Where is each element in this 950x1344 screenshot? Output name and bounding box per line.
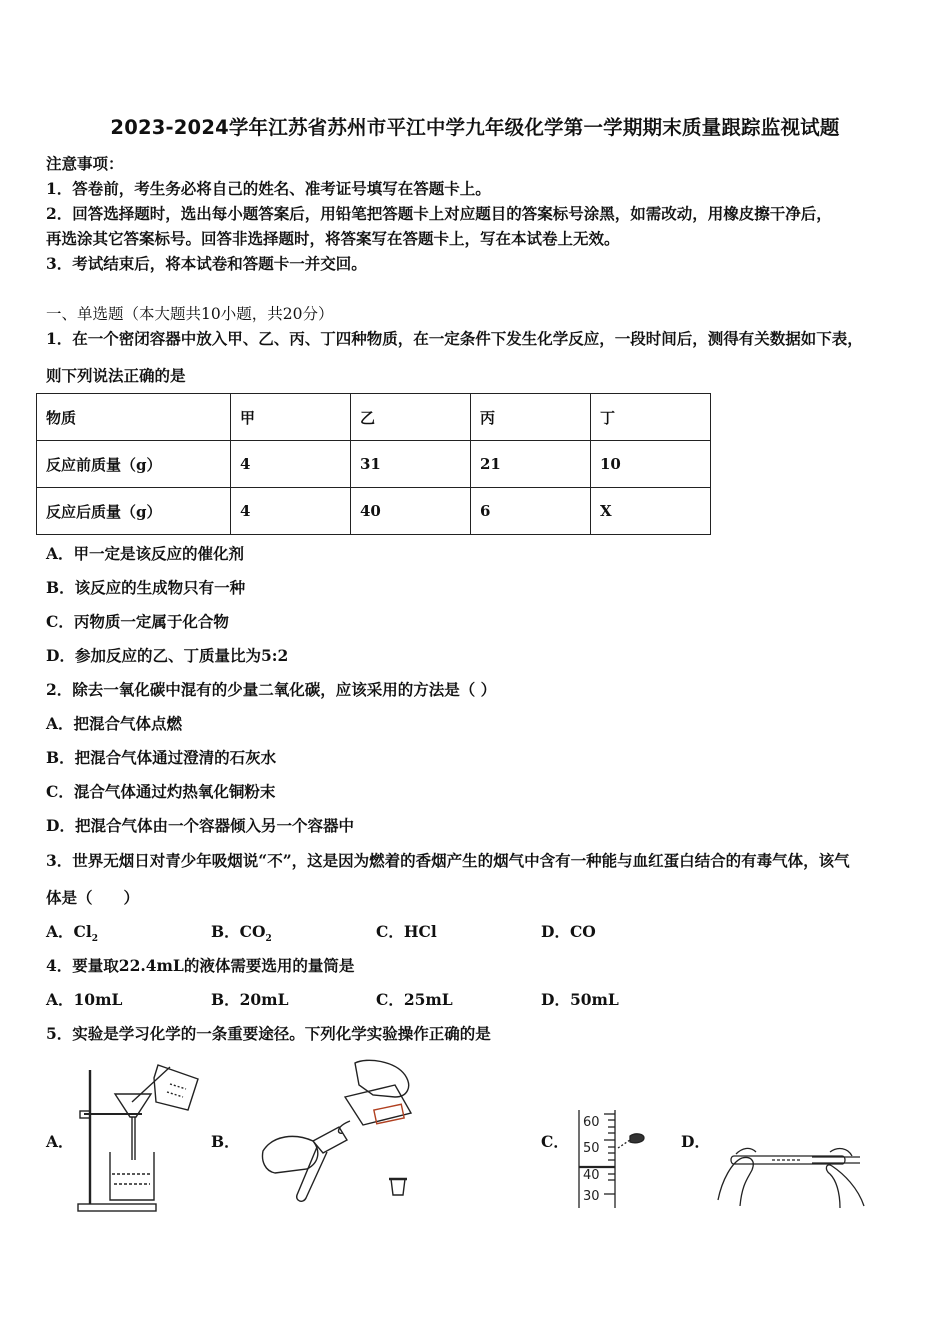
q3-stem-line2: 体是（ ）: [46, 888, 140, 907]
table-cell: 4: [231, 488, 351, 535]
table-cell: 6: [471, 488, 591, 535]
section-heading: 一、单选题（本大题共10小题，共20分）: [46, 305, 334, 323]
q2-option-c: C．混合气体通过灼热氧化铜粉末: [46, 782, 276, 801]
pouring-liquid-icon: [255, 1055, 435, 1205]
q4-option-b: B．20mL: [211, 990, 289, 1009]
cylinder-tick-label: 40: [583, 1168, 600, 1183]
q1-option-b: B．该反应的生成物只有一种: [46, 578, 246, 597]
q4-option-d: D．50mL: [541, 990, 619, 1009]
q3-option-c: C．HCl: [376, 922, 437, 941]
page-title: 2023-2024学年江苏省苏州市平江中学九年级化学第一学期期末质量跟踪监视试题: [110, 116, 840, 139]
filtration-apparatus-icon: [70, 1062, 210, 1214]
table-cell: 10: [591, 441, 711, 488]
q5-stem: 5．实验是学习化学的一条重要途径。下列化学实验操作正确的是: [46, 1024, 491, 1043]
table-cell: 40: [351, 488, 471, 535]
q5-label-a: A．: [46, 1132, 74, 1151]
dropper-tube-icon: [712, 1136, 872, 1212]
table-cell: 丙: [471, 394, 591, 441]
q1-stem-line2: 则下列说法正确的是: [46, 366, 186, 385]
q1-stem-line1: 1．在一个密闭容器中放入甲、乙、丙、丁四种物质，在一定条件下发生化学反应，一段时间后，测得有关数据如下表，: [46, 329, 863, 348]
table-cell: 甲: [231, 394, 351, 441]
table-cell: 物质: [37, 394, 231, 441]
q1-option-d: D．参加反应的乙、丁质量比为5:2: [46, 646, 289, 665]
q4-option-a: A．10mL: [46, 990, 123, 1009]
q1-data-table: [36, 393, 711, 535]
q3-option-b: B．$CO_2$: [211, 922, 272, 945]
q5-label-b: B．: [211, 1132, 240, 1151]
table-cell: 丁: [591, 394, 711, 441]
table-row: [37, 441, 711, 488]
q4-option-c: C．25mL: [376, 990, 453, 1009]
table-cell: 21: [471, 441, 591, 488]
q2-stem: 2．除去一氧化碳中混有的少量二氧化碳，应该采用的方法是（ ）: [46, 680, 497, 699]
notice-item-2-cont: 再选涂其它答案标号。回答非选择题时，将答案写在答题卡上，写在本试卷上无效。: [46, 229, 620, 248]
q5-label-c: C．: [541, 1132, 569, 1151]
notice-item-3: 3．考试结束后，将本试卷和答题卡一并交回。: [46, 254, 367, 273]
q5-label-d: D．: [681, 1132, 710, 1151]
table-header-row: [37, 394, 711, 441]
q2-option-d: D．把混合气体由一个容器倾入另一个容器中: [46, 816, 354, 835]
table-row: [37, 488, 711, 535]
table-cell: 反应前质量（g）: [37, 441, 231, 488]
table-cell: 4: [231, 441, 351, 488]
cylinder-tick-label: 30: [583, 1189, 600, 1204]
notice-heading: 注意事项：: [46, 154, 124, 173]
cylinder-reading-icon: [574, 1108, 654, 1210]
table-cell: 乙: [351, 394, 471, 441]
q3-stem-line1: 3．世界无烟日对青少年吸烟说“不”，这是因为燃着的香烟产生的烟气中含有一种能与血红蛋白结合的有毒气体，该气: [46, 851, 850, 870]
q3-option-a: A．$Cl_2$: [46, 922, 99, 945]
notice-item-2: 2．回答选择题时，选出每小题答案后，用铅笔把答题卡上对应题目的答案标号涂黑，如需改动，用橡皮擦干净后，: [46, 204, 832, 223]
cylinder-tick-label: 50: [583, 1141, 600, 1156]
notice-item-1: 1．答卷前，考生务必将自己的姓名、准考证号填写在答题卡上。: [46, 179, 491, 198]
table-cell: X: [591, 488, 711, 535]
q2-option-b: B．把混合气体通过澄清的石灰水: [46, 748, 277, 767]
q1-option-a: A．甲一定是该反应的催化剂: [46, 544, 245, 563]
q2-option-a: A．把混合气体点燃: [46, 714, 183, 733]
table-cell: 反应后质量（g）: [37, 488, 231, 535]
table-cell: 31: [351, 441, 471, 488]
q4-stem: 4．要量取22.4mL的液体需要选用的量筒是: [46, 956, 355, 975]
q1-option-c: C．丙物质一定属于化合物: [46, 612, 229, 631]
q3-option-d: D．CO: [541, 922, 596, 941]
cylinder-tick-label: 60: [583, 1115, 600, 1130]
